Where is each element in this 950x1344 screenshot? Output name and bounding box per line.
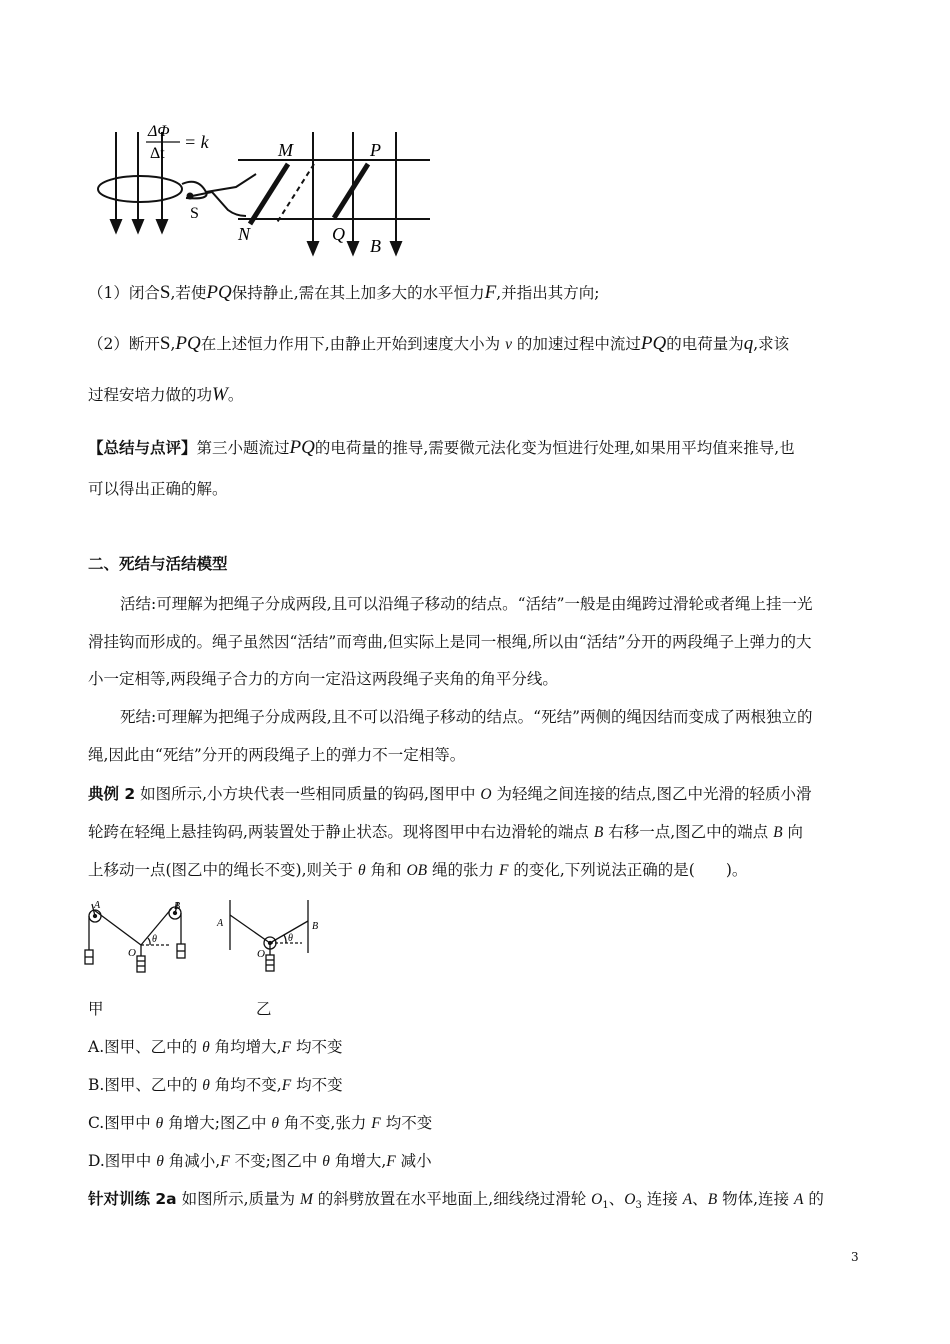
training-text: 物体,连接: [717, 1190, 794, 1208]
option-text: 均不变: [291, 1076, 343, 1094]
flux-denominator: Δt: [150, 145, 165, 162]
example-text: 轮跨在轻绳上悬挂钩码,两装置处于静止状态。现将图甲中右边滑轮的端点: [88, 823, 594, 841]
q1-text: ,若使: [170, 284, 207, 302]
fig-yi-B: B: [312, 921, 319, 932]
option-text: 角减小,: [163, 1152, 221, 1170]
fig-jia-A: A: [94, 900, 101, 911]
question-2-line2: [88, 384, 243, 406]
option-text: D.图甲中: [88, 1152, 157, 1170]
example-text: 向: [782, 823, 804, 841]
symbol-PQ: PQ: [206, 282, 232, 303]
example-text: 上移动一点(图乙中的绳长不变),则关于: [88, 861, 358, 879]
summary-text: 的电荷量的推导,需要微元法化变为恒进行处理,如果用平均值来推导,也: [314, 439, 795, 457]
symbol-F: F: [220, 1153, 230, 1170]
symbol-A: A: [793, 1191, 804, 1208]
symbol-theta: θ: [202, 1039, 210, 1056]
label-P: P: [370, 140, 381, 160]
question-2: [88, 333, 789, 356]
option-text: 角增大,: [329, 1152, 387, 1170]
option-b: [88, 1074, 343, 1097]
symbol-PQ: PQ: [640, 333, 667, 354]
fig-yi-A: A: [217, 918, 224, 929]
option-text: 角不变,张力: [279, 1114, 372, 1132]
page-number: 3: [851, 1250, 859, 1264]
symbol-F: F: [484, 282, 497, 303]
q2-text: 过程安培力做的功: [88, 386, 213, 404]
subscript: 1: [602, 1200, 609, 1212]
fig-jia-theta: θ: [152, 934, 157, 945]
symbol-PQ: PQ: [289, 437, 315, 458]
symbol-S: S: [159, 333, 171, 354]
option-text: 均不变: [291, 1038, 343, 1056]
option-c: [88, 1112, 432, 1135]
q2-text: ,: [170, 335, 176, 353]
q2-text: 的电荷量为: [666, 335, 744, 353]
training-text: 的: [803, 1190, 824, 1208]
paragraph-line: 绳,因此由“死结”分开的两段绳子上的弹力不一定相等。: [88, 746, 466, 764]
example-text: 角和: [365, 861, 407, 879]
figure-caption-yi: 乙: [256, 1000, 272, 1018]
training-text: 如图所示,质量为: [176, 1190, 300, 1208]
paragraph-line: 滑挂钩而形成的。绳子虽然因“活结”而弯曲,但实际上是同一根绳,所以由“活结”分开的两段绳子上弹力的大: [88, 633, 812, 651]
symbol-W: W: [212, 384, 228, 405]
label-S: S: [190, 205, 199, 222]
option-text: A.图甲、乙中的: [88, 1038, 203, 1056]
example-2: [88, 783, 811, 806]
symbol-B: B: [773, 824, 783, 841]
example-label: 典例 2: [88, 785, 136, 803]
symbol-theta: θ: [357, 862, 366, 879]
pulley-figure-jia: [80, 898, 190, 973]
option-text: C.图甲中: [88, 1114, 156, 1132]
summary-label: 【总结与点评】: [88, 439, 197, 457]
fig-jia-O: O: [128, 947, 136, 959]
option-text: 角均不变,: [209, 1076, 282, 1094]
example-2-line2: [88, 821, 803, 844]
paragraph-line: 小一定相等,两段绳子合力的方向一定沿这两段绳子夹角的角平分线。: [88, 670, 558, 688]
option-text: 角增大;图乙中: [163, 1114, 272, 1132]
example-text: 右移一点,图乙中的端点: [603, 823, 774, 841]
training-text: 连接: [641, 1190, 683, 1208]
option-text: 减小: [395, 1152, 432, 1170]
pulley-figure-yi: [212, 895, 327, 975]
q2-text: 。: [227, 386, 244, 404]
training-text: 、: [608, 1190, 625, 1208]
q2-text: ,求该: [753, 335, 790, 353]
option-text: 角均增大,: [209, 1038, 282, 1056]
symbol-q: q: [743, 333, 754, 354]
symbol-A: A: [682, 1191, 693, 1208]
q2-text: （2）断开: [88, 335, 160, 353]
paragraph-line: 活结:可理解为把绳子分成两段,且可以沿绳子移动的结点。“活结”一般是由绳跨过滑轮或者绳上挂一光: [120, 595, 813, 613]
symbol-v: v: [505, 336, 512, 353]
symbol-theta: θ: [271, 1115, 279, 1132]
symbol-theta: θ: [322, 1153, 330, 1170]
symbol-theta: θ: [155, 1115, 164, 1132]
q2-text: 的加速过程中流过: [511, 335, 641, 353]
label-N: N: [238, 224, 251, 244]
symbol-OB: OB: [406, 862, 428, 879]
symbol-B: B: [593, 824, 604, 841]
training-2a: [88, 1188, 824, 1217]
label-Q: Q: [332, 224, 345, 244]
option-text: 均不变: [380, 1114, 433, 1132]
induction-figure: [88, 112, 438, 262]
q1-text: ,并指出其方向;: [496, 284, 600, 302]
symbol-O: O: [480, 786, 492, 803]
label-M: M: [278, 140, 293, 160]
figure-caption-jia: 甲: [88, 1000, 104, 1018]
symbol-theta: θ: [202, 1077, 210, 1094]
q1-text: 保持静止,需在其上加多大的水平恒力: [231, 284, 485, 302]
symbol-F: F: [386, 1153, 396, 1170]
flux-rhs: = k: [184, 132, 209, 152]
symbol-theta: θ: [156, 1153, 164, 1170]
label-B: B: [370, 236, 381, 256]
training-text: 的斜劈放置在水平地面上,细线绕过滑轮: [312, 1190, 592, 1208]
option-text: B.图甲、乙中的: [88, 1076, 203, 1094]
summary: [88, 437, 795, 459]
option-d: [88, 1150, 432, 1173]
flux-numerator: ΔΦ: [148, 123, 170, 140]
section-title: 二、死结与活结模型: [88, 555, 228, 573]
example-text: 为轻绳之间连接的结点,图乙中光滑的轻质小滑: [491, 785, 812, 803]
paragraph-line: 死结:可理解为把绳子分成两段,且不可以沿绳子移动的结点。“死结”两侧的绳因结而变成了两根独立的: [120, 708, 813, 726]
symbol-M: M: [299, 1191, 313, 1208]
symbol-B: B: [707, 1191, 718, 1208]
example-text: 绳的张力: [427, 861, 499, 879]
option-a: [88, 1036, 342, 1059]
subscript: 3: [635, 1200, 642, 1212]
example-text: 的变化,下列说法正确的是( )。: [508, 861, 748, 879]
fig-yi-theta: θ: [288, 933, 293, 944]
training-label: 针对训练 2a: [88, 1190, 177, 1208]
training-text: 、: [692, 1190, 708, 1208]
question-1: [88, 282, 599, 304]
option-text: 不变;图乙中: [229, 1152, 323, 1170]
symbol-O1: O: [591, 1191, 603, 1208]
example-2-line3: [88, 859, 747, 882]
symbol-F: F: [281, 1077, 292, 1094]
q2-text: 在上述恒力作用下,由静止开始到速度大小为: [200, 335, 506, 353]
symbol-S: S: [159, 282, 171, 303]
symbol-F: F: [498, 862, 509, 879]
symbol-F: F: [281, 1039, 292, 1056]
summary-line2: 可以得出正确的解。: [88, 480, 228, 498]
q1-text: （1）闭合: [88, 284, 160, 302]
fig-yi-O: O: [257, 948, 265, 960]
symbol-PQ: PQ: [175, 333, 201, 354]
fig-jia-B: B: [174, 901, 181, 912]
summary-text: 第三小题流过: [196, 439, 290, 457]
symbol-O3: O: [624, 1191, 636, 1208]
example-text: 如图所示,小方块代表一些相同质量的钩码,图甲中: [135, 785, 481, 803]
symbol-F: F: [371, 1115, 381, 1132]
